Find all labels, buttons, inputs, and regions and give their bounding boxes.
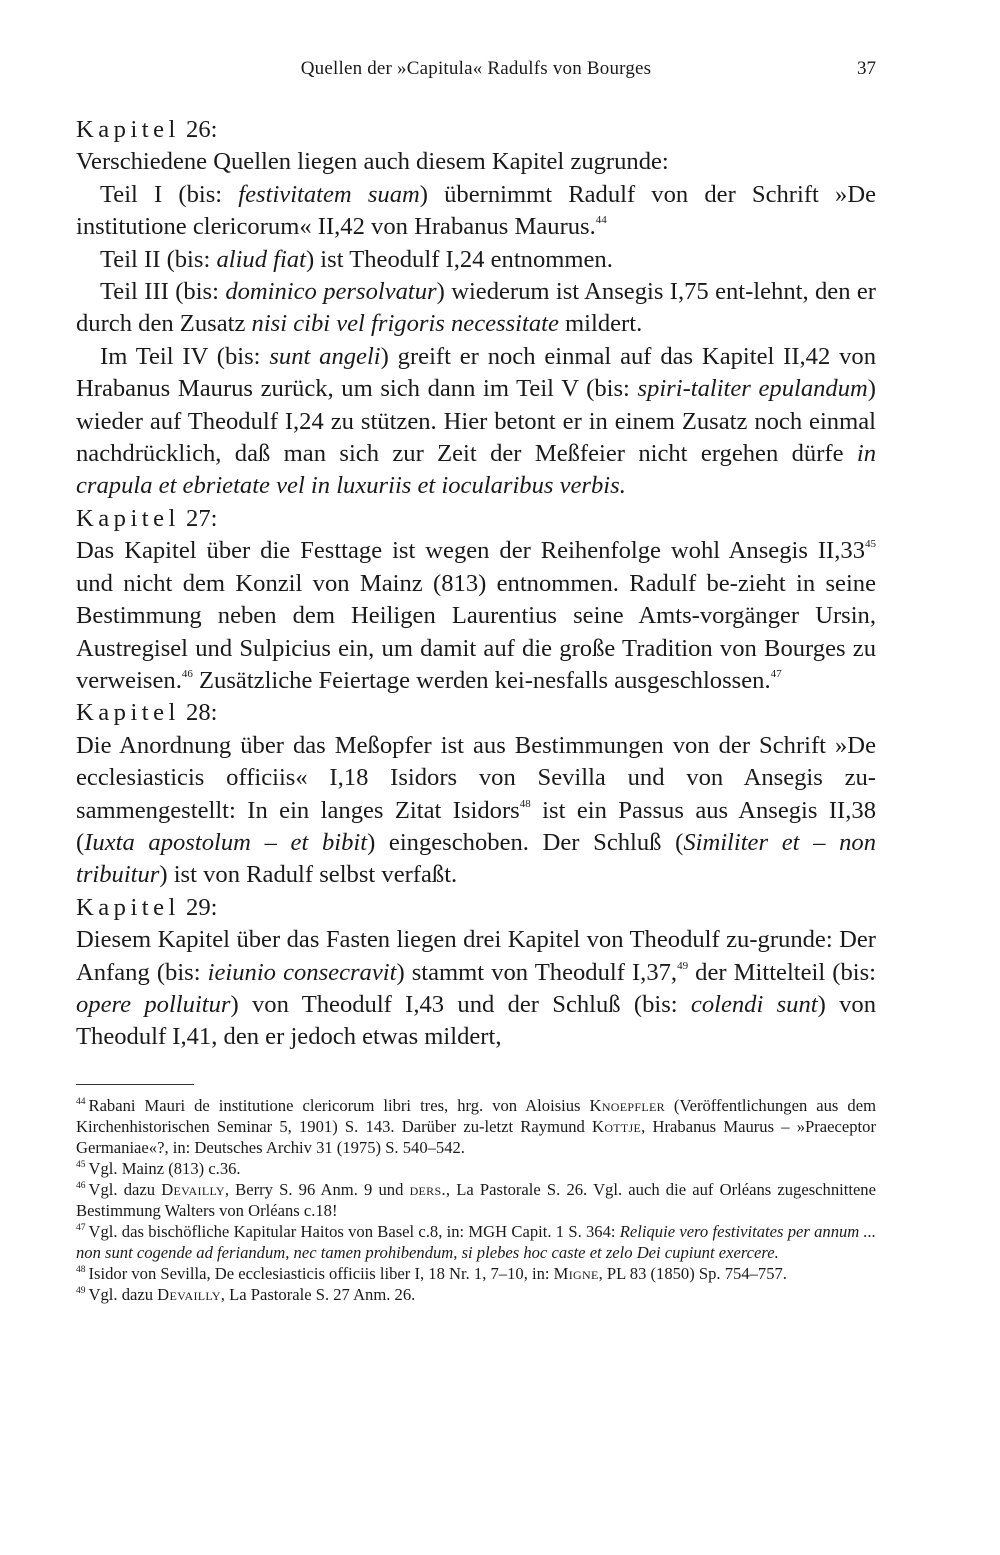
chapter-heading	[76, 114, 876, 146]
footnote-separator	[76, 1084, 194, 1085]
text-run: Rabani Mauri de institutione clericorum libri tres, hrg. von Aloisius	[88, 1095, 590, 1115]
text-run: , La Pastorale S. 26. Vgl. auch die auf Orléans zugeschnittene Bestimmung Walters von Orléans c.18!	[76, 1179, 876, 1220]
chapter-label: Kapitel	[76, 504, 180, 532]
text-run: Isidor von Sevilla, De ecclesiasticis officiis liber I, 18 Nr. 1, 7–10, in:	[88, 1263, 554, 1283]
footnote-ref: 44	[595, 214, 607, 227]
text-run: und nicht dem Konzil von Mainz (813) entnommen. Radulf be-zieht in seine Bestimmung neben dem Heiligen Laurentius seine Amts-vorgänger Ursin, Austregisel und Sulpicius ein, um damit auf die große Tradition von Bourges zu verweisen.	[76, 569, 876, 694]
chapter-label: Kapitel	[76, 699, 180, 727]
text-run: , La Pastorale S. 27 Anm. 26.	[220, 1284, 416, 1304]
footnote-number: 46	[76, 1180, 86, 1191]
text-run: Im Teil IV (bis:	[100, 342, 270, 370]
text-run: Diesem Kapitel über das Fasten liegen drei Kapitel von Theodulf zu-grunde: Der Anfang (bis:	[76, 926, 876, 986]
text-run: ) von Theodulf I,43 und der Schluß (bis:	[230, 990, 691, 1018]
running-title: Quellen der »Capitula« Radulfs von Bourges	[300, 58, 652, 79]
footnote	[76, 1095, 876, 1158]
italic-text: Similiter et – non tribuitur	[76, 828, 876, 889]
italic-text: colendi sunt	[690, 990, 818, 1018]
author-name: ders.	[409, 1179, 446, 1199]
text-run: Teil III (bis:	[100, 278, 226, 306]
italic-text: ieiunio consecravit	[207, 958, 397, 986]
text-run: ist ein Passus aus Ansegis II,38 (	[76, 796, 876, 856]
footnote-number: 45	[76, 1159, 86, 1170]
text-run: Vgl. Mainz (813) c.36.	[88, 1158, 241, 1178]
footnote-number: 44	[76, 1096, 86, 1107]
text-run: ) eingeschoben. Der Schluß (	[367, 828, 684, 856]
italic-text: opere polluitur	[76, 990, 231, 1018]
author-name: Knoepfler	[589, 1095, 665, 1115]
running-head	[76, 58, 876, 88]
text-run: Teil I (bis:	[100, 180, 239, 208]
text-run: ) wiederum ist Ansegis I,75 ent-lehnt, den er durch den Zusatz	[76, 278, 876, 338]
chapter-heading	[76, 892, 876, 924]
chapter-label: Kapitel	[76, 116, 180, 143]
text-run: ) greift er noch einmal auf das Kapitel II,42 von Hrabanus Maurus zurück, um sich dann im Teil V (bis:	[76, 342, 876, 403]
page-number: 37	[857, 58, 876, 79]
paragraph	[76, 179, 876, 244]
chapter-number: 29:	[179, 893, 218, 921]
chapter-number: 28:	[179, 699, 218, 727]
text-run: ) von Theodulf I,41, den er jedoch etwas mildert,	[76, 990, 876, 1051]
footnote-ref: 46	[181, 667, 193, 680]
text-run: Vgl. das bischöfliche Kapitular Haitos von Basel c.8, in: MGH Capit. 1 S. 364:	[88, 1221, 620, 1241]
footnote-number: 47	[76, 1222, 86, 1233]
italic-text: dominico persolvatur	[225, 278, 437, 306]
text-run: ) stammt von Theodulf I,37,	[396, 958, 678, 986]
text-run: Verschiedene Quellen liegen auch diesem Kapitel zugrunde:	[76, 148, 669, 176]
text-run: ) übernimmt Radulf von der Schrift »De institutione clericorum« II,42 von Hrabanus Maurus.	[76, 180, 876, 241]
footnote-ref: 48	[519, 797, 531, 810]
text-run: Teil II (bis:	[100, 245, 217, 273]
text-run: , Hrabanus Maurus – »Praeceptor Germaniae«?, in: Deutsches Archiv 31 (1975) S. 540–542.	[76, 1116, 876, 1157]
paragraph	[76, 924, 876, 1054]
italic-text: in crapula et ebrietate vel in luxuriis et iocularibus verbis.	[76, 440, 876, 500]
text-run: mildert.	[558, 310, 643, 338]
text-run: Zusätzliche Feiertage werden kei-nesfalls ausgeschlossen.	[192, 666, 771, 694]
chapter-label: Kapitel	[76, 893, 180, 921]
paragraph	[76, 535, 876, 697]
author-name: Kottje	[592, 1116, 642, 1136]
footnote-number: 49	[76, 1285, 86, 1296]
footnote-ref: 49	[677, 959, 689, 972]
paragraph	[76, 276, 876, 341]
author-name: Devailly	[161, 1179, 225, 1199]
footnote-number: 48	[76, 1264, 86, 1275]
text-run: , PL 83 (1850) Sp. 754–757.	[598, 1263, 787, 1283]
chapter-heading	[76, 697, 876, 729]
footnote-ref: 45	[865, 538, 876, 551]
footnote-ref: 47	[770, 667, 782, 680]
page	[76, 58, 876, 1305]
footnote	[76, 1263, 876, 1284]
text-run: ) ist von Radulf selbst verfaßt.	[159, 861, 458, 889]
paragraph	[76, 341, 876, 503]
text-run: ) ist Theodulf I,24 entnommen.	[305, 245, 613, 273]
italic-text: spiri-taliter epulandum	[637, 375, 868, 403]
chapter-number: 26:	[179, 116, 218, 143]
paragraph	[76, 730, 876, 892]
author-name: Migne	[553, 1263, 599, 1283]
text-run: Vgl. dazu	[88, 1284, 158, 1304]
chapter-heading	[76, 503, 876, 535]
footnote	[76, 1221, 876, 1263]
italic-text: festivitatem suam	[238, 180, 420, 208]
italic-text: sunt angeli	[269, 342, 381, 370]
chapter-number: 27:	[179, 504, 218, 532]
text-run: Vgl. dazu	[88, 1179, 162, 1199]
footnote	[76, 1179, 876, 1221]
italic-text: aliud fiat	[216, 245, 306, 273]
paragraph	[76, 146, 876, 178]
text-run: Das Kapitel über die Festtage ist wegen der Reihenfolge wohl Ansegis II,33	[76, 537, 865, 565]
main-text	[76, 114, 876, 1054]
author-name: Devailly	[157, 1284, 221, 1304]
text-run: (Veröffentlichungen aus dem Kirchenhistorischen Seminar 5, 1901) S. 143. Darüber zu-letzt Raymund	[76, 1095, 876, 1136]
italic-text: Iuxta apostolum – et bibit	[84, 828, 368, 856]
text-run: der Mittelteil (bis:	[688, 958, 877, 986]
footnote	[76, 1284, 876, 1305]
text-run: , Berry S. 96 Anm. 9 und	[224, 1179, 410, 1199]
text-run: ) wieder auf Theodulf I,24 zu stützen. Hier betont er in einem Zusatz noch einmal nachdrücklich, daß man sich zur Zeit der Meßfeier nicht ergehen dürfe	[76, 375, 876, 468]
paragraph	[76, 244, 876, 276]
italic-text: nisi cibi vel frigoris necessitate	[251, 310, 559, 338]
text-run: Die Anordnung über das Meßopfer ist aus Bestimmungen von der Schrift »De ecclesiasticis officiis« I,18 Isidors von Sevilla und von Ansegis zu-sammengestellt: In ein langes Zitat Isidors	[76, 731, 876, 824]
footnote	[76, 1158, 876, 1179]
footnotes	[76, 1095, 876, 1305]
italic-text: Reliquie vero festivitates per annum ... non sunt cogende ad feriandum, nec tamen prohibendum, si plebes hoc caste et zelo Dei cupiunt exercere.	[76, 1221, 876, 1262]
